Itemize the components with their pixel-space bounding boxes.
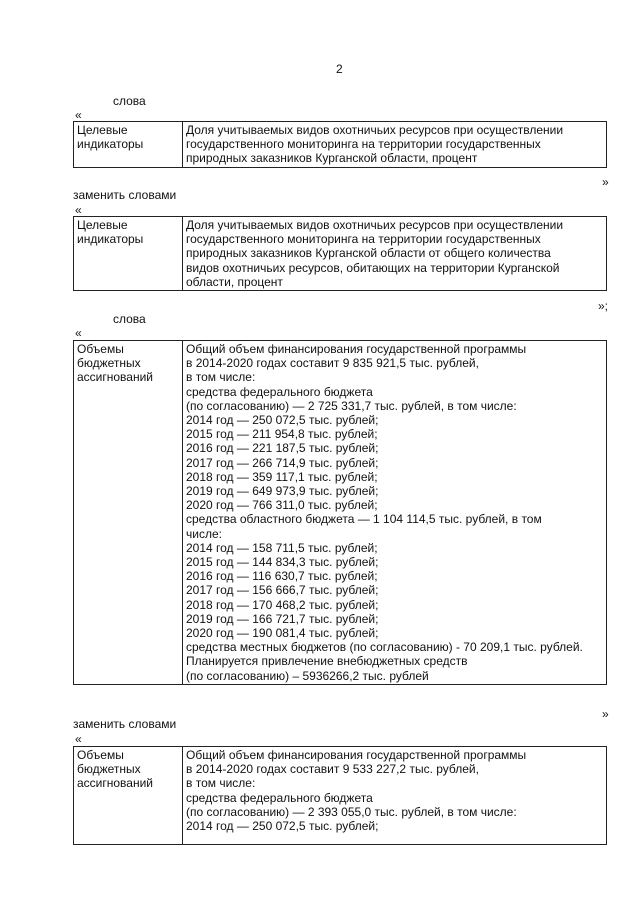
block3-intro: слова: [113, 312, 146, 326]
page-number: 2: [336, 62, 343, 76]
label-line: ассигнований: [77, 370, 154, 385]
block2-intro: заменить словами: [73, 188, 177, 202]
text-line: природных заказников Курганской области, процент: [186, 151, 478, 166]
text-line: 2015 год — 144 834,3 тыс. рублей;: [186, 555, 379, 570]
text-line: числе:: [186, 526, 222, 541]
text-line: 2019 год — 166 721,7 тыс. рублей;: [186, 611, 379, 626]
text-line: 2017 год — 156 666,7 тыс. рублей;: [186, 583, 379, 598]
text-line: Общий объем финансирования государственной программы: [186, 342, 527, 356]
text-line: (по согласованию) — 2 393 055,0 тыс. рублей, в том числе:: [186, 804, 517, 819]
text-line: 2020 год — 766 311,0 тыс. рублей;: [186, 498, 378, 513]
block4-intro: заменить словами: [73, 717, 177, 731]
value-cell: [183, 341, 607, 685]
block2-close-quote: »;: [598, 299, 609, 313]
text-line: 2014 год — 158 711,5 тыс. рублей;: [186, 540, 378, 555]
label-line: Целевые: [77, 218, 128, 232]
block2-table: [73, 216, 607, 291]
value-cell: [183, 747, 607, 845]
text-line: в том числе:: [186, 370, 256, 385]
block3-open-quote: «: [75, 326, 82, 340]
value-cell: [183, 122, 607, 168]
text-line: 2015 год — 211 954,8 тыс. рублей;: [186, 427, 378, 442]
text-line: 2014 год — 250 072,5 тыс. рублей;: [186, 819, 379, 834]
block3-close-quote: »: [602, 707, 609, 721]
text-line: области, процент: [186, 274, 283, 289]
text-line: 2016 год — 221 187,5 тыс. рублей;: [186, 441, 379, 456]
label-line: бюджетных: [77, 762, 141, 777]
label-line: Объемы: [77, 342, 124, 356]
label-line: ассигнований: [77, 776, 154, 791]
text-line: Доля учитываемых видов охотничьих ресурсов при осуществлении: [186, 218, 564, 232]
text-line: в 2014-2020 годах составит 9 533 227,2 тыс. рублей,: [186, 762, 479, 777]
table-row: [74, 122, 607, 168]
table-row: [74, 747, 607, 845]
label-line: Объемы: [77, 748, 124, 762]
text-line: средства федерального бюджета: [186, 384, 373, 399]
block4-table: [73, 746, 607, 845]
block1-table: [73, 121, 607, 168]
text-line: (по согласованию) — 2 725 331,7 тыс. рублей, в том числе:: [186, 398, 517, 413]
text-line: 2018 год — 359 117,1 тыс. рублей;: [186, 469, 378, 484]
text-line: 2017 год — 266 714,9 тыс. рублей;: [186, 455, 379, 470]
block4-open-quote: «: [75, 732, 82, 746]
text-line: Доля учитываемых видов охотничьих ресурсов при осуществлении: [186, 123, 564, 137]
text-line: 2020 год — 190 081,4 тыс. рублей;: [186, 626, 379, 641]
block1-open-quote: «: [75, 108, 82, 122]
value-cell: [183, 217, 607, 291]
block2-open-quote: «: [75, 203, 82, 217]
label-line: индикаторы: [77, 232, 144, 247]
block1-intro: слова: [113, 94, 146, 108]
text-line: Планируется привлечение внебюджетных средств: [186, 654, 468, 669]
label-line: индикаторы: [77, 137, 144, 152]
text-line: в 2014-2020 годах составит 9 835 921,5 тыс. рублей,: [186, 356, 479, 371]
label-cell: [74, 747, 183, 845]
label-cell: [74, 122, 183, 168]
label-line: бюджетных: [77, 356, 141, 371]
text-line: средства местных бюджетов (по согласованию) - 70 209,1 тыс. рублей.: [186, 640, 583, 655]
text-line: средства областного бюджета — 1 104 114,5 тыс. рублей, в том: [186, 512, 542, 527]
text-line: (по согласованию) – 5936266,2 тыс. рублей: [186, 668, 429, 683]
label-line: Целевые: [77, 123, 128, 137]
text-line: средства федерального бюджета: [186, 790, 373, 805]
text-line: государственного мониторинга на территории государственных: [186, 137, 541, 152]
text-line: 2019 год — 649 973,9 тыс. рублей;: [186, 484, 379, 499]
block3-table: [73, 340, 607, 685]
text-line: Общий объем финансирования государственной программы: [186, 748, 527, 762]
text-line: государственного мониторинга на территории государственных: [186, 232, 541, 247]
text-line: в том числе:: [186, 776, 256, 791]
text-line: 2018 год — 170 468,2 тыс. рублей;: [186, 597, 379, 612]
text-line: видов охотничьих ресурсов, обитающих на территории Курганской: [186, 260, 560, 275]
table-row: [74, 217, 607, 291]
label-cell: [74, 217, 183, 291]
block1-close-quote: »: [602, 175, 609, 189]
text-line: природных заказников Курганской области от общего количества: [186, 246, 551, 261]
table-row: [74, 341, 607, 685]
text-line: 2014 год — 250 072,5 тыс. рублей;: [186, 413, 379, 428]
text-line: 2016 год — 116 630,7 тыс. рублей;: [186, 569, 378, 584]
label-cell: [74, 341, 183, 685]
